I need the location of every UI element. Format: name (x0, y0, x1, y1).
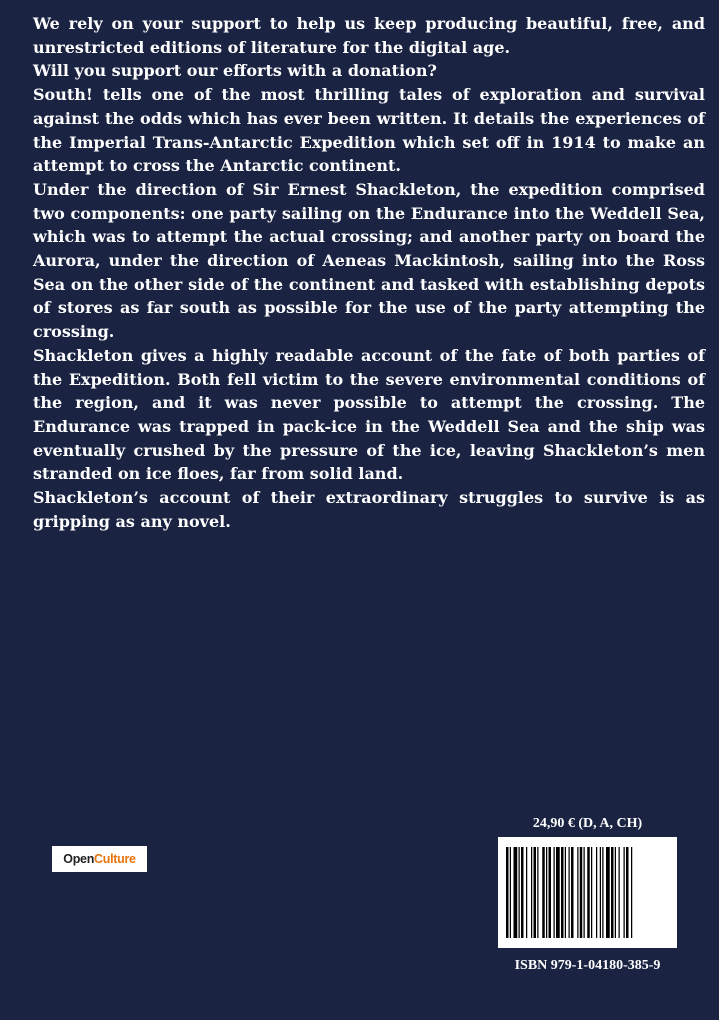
barcode-bar (611, 847, 614, 938)
barcode-bar (565, 847, 566, 938)
barcode-bar (615, 847, 616, 938)
barcode-bar (600, 847, 601, 938)
barcode-bar (521, 847, 524, 938)
barcode-bar (537, 847, 538, 938)
barcode-bar (580, 847, 583, 938)
barcode-bar (526, 847, 527, 938)
barcode-bar (587, 847, 590, 938)
barcode-bar (569, 847, 570, 938)
blurb-paragraph-expedition: Under the direction of Sir Ernest Shackleton, the expedition comprised two components: one party sailing on the Endurance into the Weddell Sea, which was to attempt the actual crossing; and another party on board the Aurora, under the direction of Aeneas Mackintosh, sailing into the Ross Sea on the other side of the continent and tasked with establishing depots of stores as far south as possible for the use of the party attempting the crossing. (33, 179, 705, 342)
barcode-bar (549, 847, 552, 938)
blurb-paragraph-intro: South! tells one of the most thrilling tales of exploration and survival against the odds which has ever been written. It details the experiences of the Imperial Trans-Antarctic Expedition which set off in 1914 to make an attempt to cross the Antarctic continent. (33, 85, 705, 176)
barcode-bar (514, 847, 518, 938)
barcode-bar (519, 847, 520, 938)
barcode-bar (510, 847, 511, 938)
price-label: 24,90 € (D, A, CH) (532, 816, 643, 831)
back-cover-blurb (33, 12, 705, 533)
logo-text-open: Open (63, 852, 95, 866)
barcode-bar (606, 847, 610, 938)
barcode-bar (626, 847, 629, 938)
barcode-bar (624, 847, 625, 938)
barcode-bar (546, 847, 547, 938)
blurb-paragraph-fate: Shackleton gives a highly readable account of the fate of both parties of the Expedition. Both fell victim to the severe environmental conditions of the region, and it was never possible to attempt the crossing. The Endurance was trapped in pack-ice in the Weddell Sea and the ship was eventually crushed by the pressure of the ice, leaving Shackleton’s men stranded on ice floes, far from solid land. (33, 345, 705, 484)
barcode-bar (631, 847, 632, 938)
barcode-bars-graphic (506, 847, 669, 938)
barcode-bar (531, 847, 532, 938)
barcode-bar (584, 847, 585, 938)
blurb-paragraph-closing: Shackleton’s account of their extraordinary struggles to survive is as gripping as any novel. (33, 488, 705, 531)
barcode-bar (506, 847, 509, 938)
barcode-bar (554, 847, 555, 938)
barcode-bar (577, 847, 578, 938)
barcode-bar (571, 847, 574, 938)
barcode (498, 837, 677, 948)
barcode-bar (619, 847, 620, 938)
barcode-bar (591, 847, 592, 938)
barcode-bar (602, 847, 603, 938)
barcode-bar (542, 847, 545, 938)
blurb-paragraph-donation-appeal: We rely on your support to help us keep producing beautiful, free, and unrestricted editions of literature for the digital age. (33, 14, 705, 57)
barcode-bar (561, 847, 564, 938)
isbn-label: ISBN 979-1-04180-385-9 (514, 958, 661, 973)
barcode-bar (596, 847, 597, 938)
blurb-paragraph-donation-question: Will you support our efforts with a donation? (33, 61, 437, 81)
logo-text-culture: Culture (94, 852, 136, 866)
publisher-logo (52, 846, 147, 872)
barcode-bar (534, 847, 537, 938)
barcode-bar (556, 847, 560, 938)
